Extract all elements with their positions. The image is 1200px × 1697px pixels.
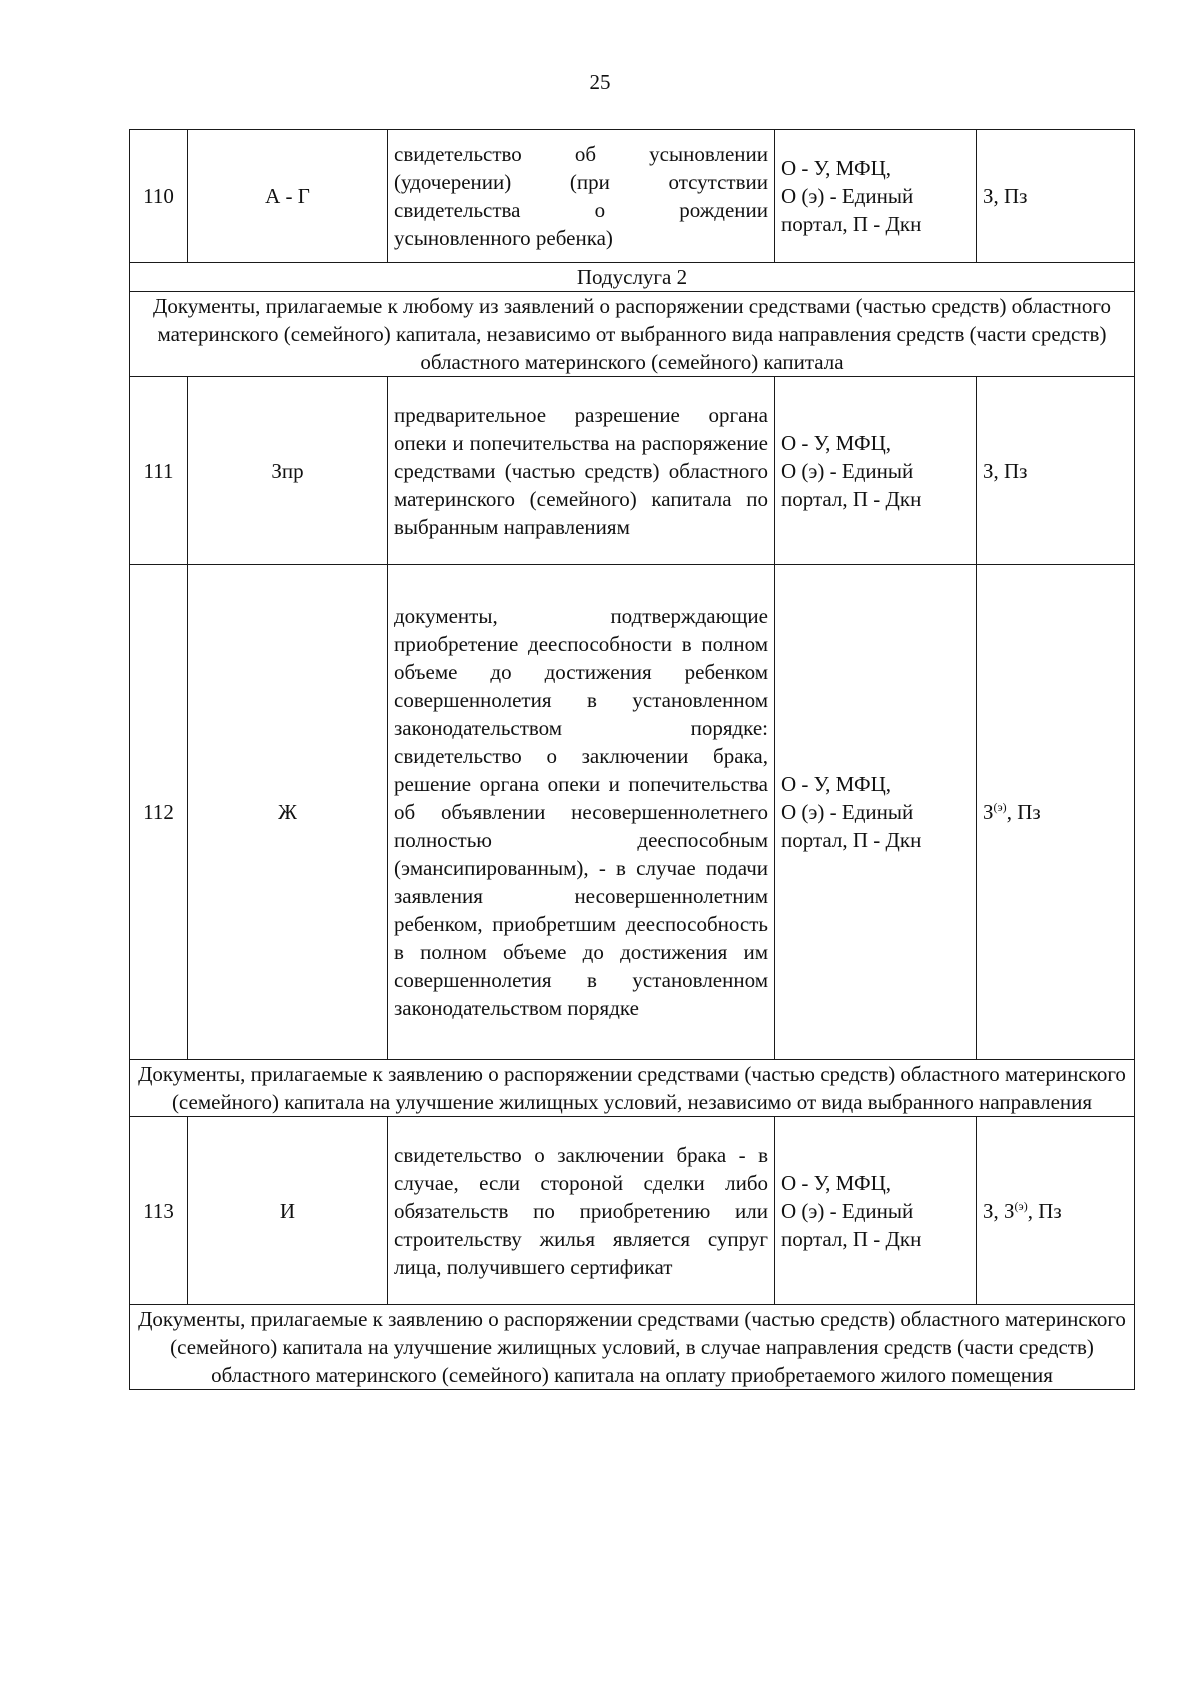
document-code: Зпр: [188, 377, 388, 565]
method-line: О (э) - Единый: [781, 1198, 914, 1223]
subservice-row: [130, 263, 1135, 292]
form-text: З, Пз: [983, 458, 1028, 483]
form-superscript: (э): [993, 800, 1007, 814]
method-line: портал, П - Дкн: [781, 486, 922, 511]
document-description: предварительное разрешение органа опеки и попечительства на распоряжение средствами (частью средств) областного материнского (семейного) капитала по выбранным направлениям: [388, 377, 775, 565]
submission-method: [775, 130, 977, 263]
method-line: О - У, МФЦ,: [781, 156, 892, 180]
section-heading: Документы, прилагаемые к заявлению о распоряжении средствами (частью средств) областного материнского (семейного) капитала на улучшение жилищных условий, в случае направления средств (части средств) областного материнского (семейного) капитала на оплату приобретаемого жилого помещения: [130, 1305, 1135, 1390]
page-number: 25: [589, 70, 611, 94]
document-form: [977, 565, 1135, 1060]
subservice-title: Подуслуга 2: [130, 263, 1135, 292]
form-text: З: [983, 800, 994, 824]
section-header-row: [130, 1060, 1135, 1117]
method-line: О (э) - Единый: [781, 184, 914, 208]
method-line: портал, П - Дкн: [781, 828, 922, 852]
row-number: 112: [130, 565, 188, 1060]
document-description: документы, подтверждающие приобретение дееспособности в полном объеме до достижения ребенком совершеннолетия в установленном законодательством порядке: свидетельство о заключении брака, решение органа опеки и попечительства об объявлении несовершеннолетнего полностью дееспособным (эмансипированным), - в случае подачи заявления несовершеннолетним ребенком, приобретшим дееспособность в полном объеме до достижения им совершеннолетия в установленном законодательством порядке: [388, 565, 775, 1060]
form-text: З, Пз: [983, 184, 1028, 208]
section-header-row: [130, 292, 1135, 377]
table-row: [130, 377, 1135, 565]
document-description: свидетельство о заключении брака - в случае, если стороной сделки либо обязательств по приобретению или строительству жилья является супруг лица, получившего сертификат: [388, 1117, 775, 1305]
table-row: [130, 565, 1135, 1060]
method-line: О - У, МФЦ,: [781, 430, 892, 455]
table-row: [130, 130, 1135, 263]
submission-method: [775, 565, 977, 1060]
method-line: портал, П - Дкн: [781, 1226, 922, 1251]
form-text-tail: , Пз: [1027, 1198, 1062, 1223]
section-heading: Документы, прилагаемые к любому из заявлений о распоряжении средствами (частью средств) областного материнского (семейного) капитала, независимо от выбранного вида направления средств (части средств) областного материнского (семейного) капитала: [130, 292, 1135, 377]
document-form: [977, 1117, 1135, 1305]
section-header-row: [130, 1305, 1135, 1390]
table-row: [130, 1117, 1135, 1305]
section-heading: Документы, прилагаемые к заявлению о распоряжении средствами (частью средств) областного материнского (семейного) капитала на улучшение жилищных условий, независимо от вида выбранного направления: [130, 1060, 1135, 1117]
row-number: 110: [130, 130, 188, 263]
form-text-tail: , Пз: [1006, 800, 1041, 824]
document-description: свидетельство об усыновлении (удочерении) (при отсутствии свидетельства о рождении усыновленного ребенка): [388, 130, 775, 263]
row-number: 113: [130, 1117, 188, 1305]
method-line: О (э) - Единый: [781, 458, 914, 483]
submission-method: [775, 1117, 977, 1305]
document-code: Ж: [188, 565, 388, 1060]
method-line: портал, П - Дкн: [781, 212, 922, 236]
form-text: З, З: [983, 1198, 1015, 1223]
row-number: 111: [130, 377, 188, 565]
form-superscript: (э): [1014, 1198, 1028, 1213]
document-form: [977, 130, 1135, 263]
document-code: И: [188, 1117, 388, 1305]
document-form: [977, 377, 1135, 565]
documents-table: [129, 129, 1135, 1390]
method-line: О - У, МФЦ,: [781, 1170, 892, 1195]
method-line: О - У, МФЦ,: [781, 772, 892, 796]
submission-method: [775, 377, 977, 565]
method-line: О (э) - Единый: [781, 800, 914, 824]
document-code: А - Г: [188, 130, 388, 263]
